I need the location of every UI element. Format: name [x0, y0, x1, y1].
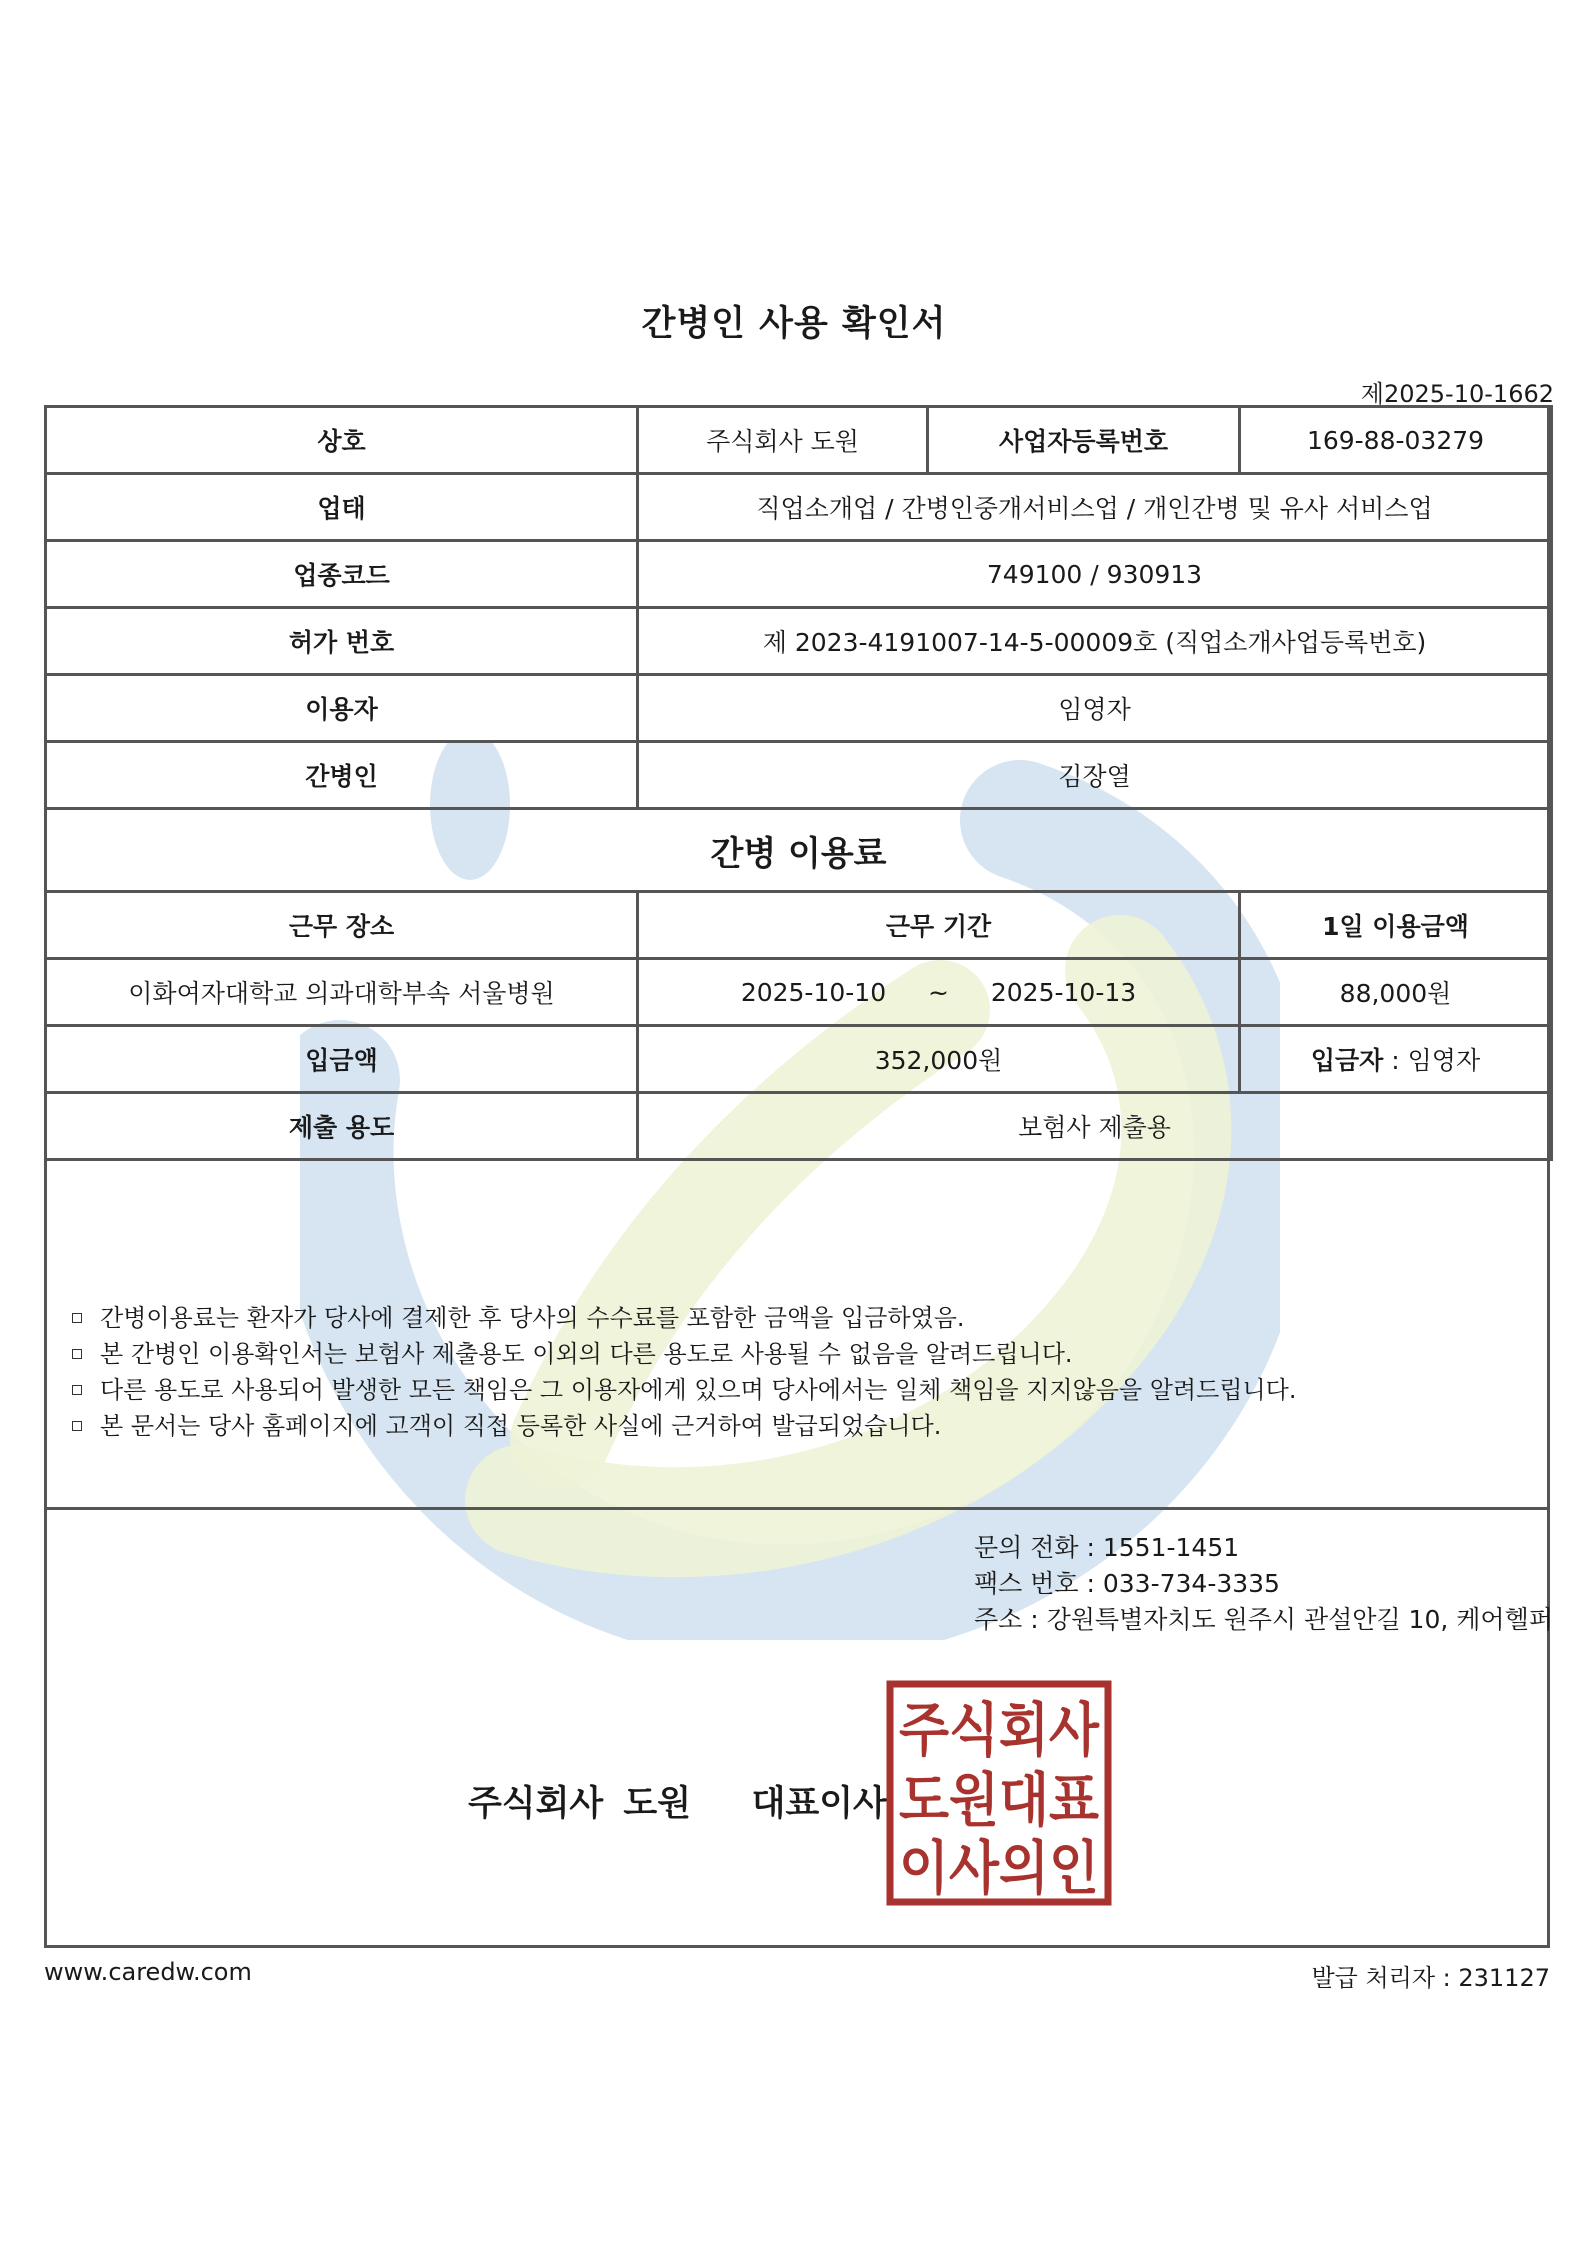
list-item — [68, 1300, 1296, 1336]
contact-fax: 팩스 번호 : 033-734-3335 — [974, 1569, 1280, 1598]
seal-line-2: 도원대표 — [899, 1766, 1099, 1834]
representative-signature: 주식회사 도원 대표이사 — [468, 1784, 887, 1824]
user-label: 이용자 — [46, 675, 638, 742]
permit-label: 허가 번호 — [46, 608, 638, 675]
table-row — [46, 809, 1552, 892]
square-bullet-icon — [72, 1349, 82, 1359]
company-name-value: 주식회사 도원 — [638, 407, 928, 474]
contact-address: 주소 : 강원특별자치도 원주시 관설안길 10, 케어헬퍼 — [974, 1605, 1553, 1634]
caregiver-label: 간병인 — [46, 742, 638, 809]
list-item — [68, 1408, 1296, 1444]
caregiver-value: 김장열 — [638, 742, 1552, 809]
table-row — [46, 608, 1552, 675]
company-name-label: 상호 — [46, 407, 638, 474]
fee-section-heading: 간병 이용료 — [46, 809, 1552, 892]
work-period-value — [638, 959, 1240, 1026]
info-table — [44, 405, 1553, 1161]
purpose-label: 제출 용도 — [46, 1093, 638, 1160]
table-row — [46, 541, 1552, 608]
note-text: 다른 용도로 사용되어 발생한 모든 책임은 그 이용자에게 있으며 당사에서는 일체 책임을 지지않음을 알려드립니다. — [100, 1376, 1297, 1404]
note-text: 본 간병인 이용확인서는 보험사 제출용도 이외의 다른 용도로 사용될 수 없음을 알려드립니다. — [100, 1340, 1073, 1368]
seal-line-3: 이사의인 — [899, 1834, 1099, 1902]
table-row — [46, 892, 1552, 959]
biz-reg-value: 169-88-03279 — [1240, 407, 1552, 474]
period-end: 2025-10-13 — [990, 977, 1137, 1007]
note-text: 간병이용료는 환자가 당사에 결제한 후 당사의 수수료를 포함한 금액을 입금하였음. — [100, 1304, 965, 1332]
note-text: 본 문서는 당사 홈페이지에 고객이 직접 등록한 사실에 근거하여 발급되었습니다. — [100, 1412, 942, 1440]
table-row — [46, 959, 1552, 1026]
work-location-label: 근무 장소 — [46, 892, 638, 959]
table-row — [46, 675, 1552, 742]
work-period-label: 근무 기간 — [638, 892, 1240, 959]
table-row — [46, 742, 1552, 809]
square-bullet-icon — [72, 1421, 82, 1431]
industry-code-value: 749100 / 930913 — [638, 541, 1552, 608]
issuer-info: 발급 처리자 : 231127 — [1311, 1964, 1550, 1992]
business-type-label: 업태 — [46, 474, 638, 541]
notes-list — [68, 1300, 1296, 1444]
document-title: 간병인 사용 확인서 — [641, 304, 947, 344]
table-row — [46, 1093, 1552, 1160]
depositor-colon: : — [1383, 1046, 1408, 1075]
list-item — [68, 1372, 1296, 1408]
deposit-label: 입금액 — [46, 1026, 638, 1093]
table-row — [46, 474, 1552, 541]
website-link[interactable]: www.caredw.com — [44, 1958, 252, 1986]
contact-phone: 문의 전화 : 1551-1451 — [974, 1533, 1240, 1562]
depositor-cell — [1240, 1026, 1552, 1093]
daily-fee-value: 88,000원 — [1240, 959, 1552, 1026]
square-bullet-icon — [72, 1313, 82, 1323]
daily-fee-label: 1일 이용금액 — [1240, 892, 1552, 959]
table-row — [46, 407, 1552, 474]
table-row — [46, 1026, 1552, 1093]
company-seal-stamp — [886, 1680, 1112, 1906]
period-start: 2025-10-10 — [740, 977, 887, 1007]
industry-code-label: 업종코드 — [46, 541, 638, 608]
work-location-value: 이화여자대학교 의과대학부속 서울병원 — [46, 959, 638, 1026]
deposit-value: 352,000원 — [638, 1026, 1240, 1093]
depositor-value: 임영자 — [1407, 1046, 1481, 1075]
list-item — [68, 1336, 1296, 1372]
permit-value: 제 2023-4191007-14-5-00009호 (직업소개사업등록번호) — [638, 608, 1552, 675]
purpose-value: 보험사 제출용 — [638, 1093, 1552, 1160]
biz-reg-label: 사업자등록번호 — [928, 407, 1240, 474]
document-number: 제2025-10-1662 — [1360, 380, 1554, 408]
period-separator: ~ — [928, 977, 949, 1007]
contact-info — [974, 1530, 1553, 1638]
square-bullet-icon — [72, 1385, 82, 1395]
seal-line-1: 주식회사 — [899, 1696, 1100, 1764]
business-type-value: 직업소개업 / 간병인중개서비스업 / 개인간병 및 유사 서비스업 — [638, 474, 1552, 541]
user-value: 임영자 — [638, 675, 1552, 742]
depositor-label: 입금자 — [1310, 1046, 1384, 1075]
section-divider — [44, 1507, 1550, 1510]
